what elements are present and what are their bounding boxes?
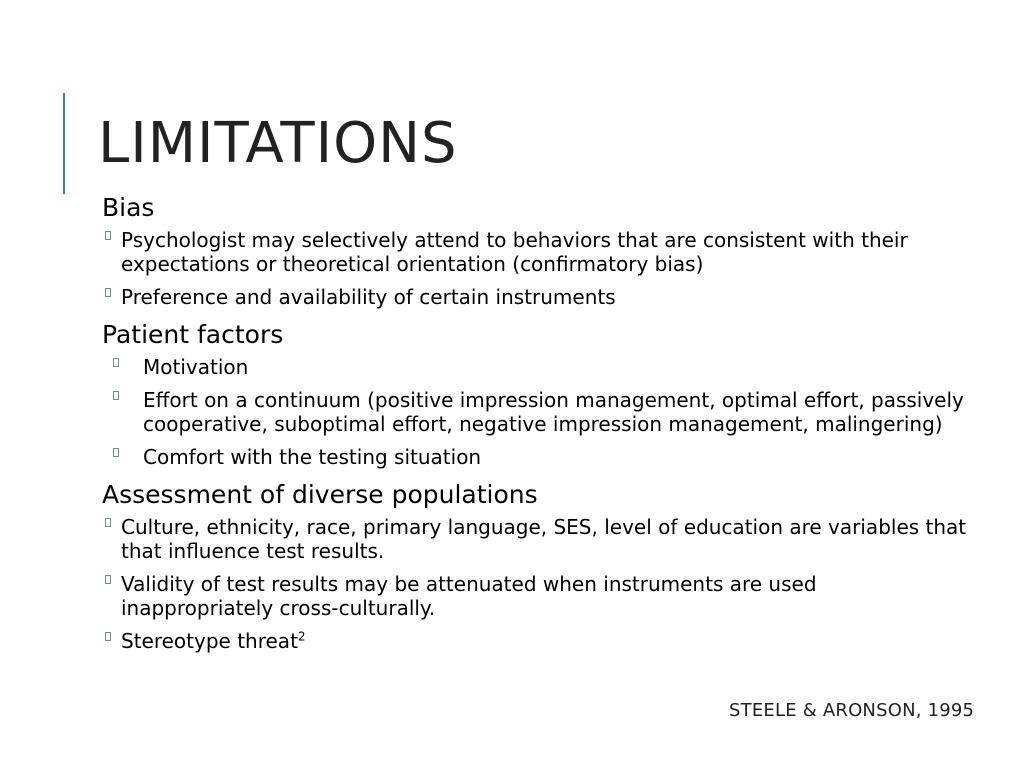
title-accent-bar xyxy=(63,93,65,194)
bullet-text: Stereotype threat xyxy=(121,629,298,653)
section-heading: Bias xyxy=(102,193,155,222)
bullet-item xyxy=(102,355,972,379)
bullet-square-icon xyxy=(113,391,119,400)
slide-title: LIMITATIONS xyxy=(98,111,458,176)
bullet-item xyxy=(102,515,972,563)
bullet-list xyxy=(102,515,972,653)
bullet-square-icon xyxy=(113,358,119,367)
bullet-square-icon xyxy=(105,231,111,240)
section-heading: Patient factors xyxy=(102,320,284,349)
bullet-text: Comfort with the testing situation xyxy=(143,445,482,469)
bullet-square-icon xyxy=(105,575,111,584)
bullet-list xyxy=(102,228,972,309)
bullet-item xyxy=(102,228,972,276)
bullet-text: Validity of test results may be attenuated when instruments are used inappropriately cross-culturally. xyxy=(121,572,817,620)
footnote-superscript: 2 xyxy=(297,629,306,644)
bullet-square-icon xyxy=(105,518,111,527)
section-patient-factors xyxy=(102,319,972,469)
citation: STEELE & ARONSON, 1995 xyxy=(729,700,975,721)
bullet-square-icon xyxy=(105,288,111,297)
bullet-square-icon xyxy=(113,448,119,457)
bullet-item xyxy=(102,285,972,309)
bullet-text: Motivation xyxy=(143,355,249,379)
bullet-text: Psychologist may selectively attend to behaviors that are consistent with their expectations or theoretical orientation (confirmatory bias) xyxy=(121,228,908,276)
bullet-text: Effort on a continuum (positive impression management, optimal effort, passively cooperative, suboptimal effort, negative impression management, malingering) xyxy=(143,388,964,436)
bullet-item xyxy=(102,572,972,620)
bullet-text: Culture, ethnicity, race, primary language, SES, level of education are variables that that influence test results. xyxy=(121,515,967,563)
bullet-item xyxy=(102,445,972,469)
bullet-square-icon xyxy=(105,632,111,641)
bullet-list xyxy=(102,355,972,469)
bullet-text: Preference and availability of certain instruments xyxy=(121,285,616,309)
slide-content xyxy=(102,192,972,662)
bullet-item xyxy=(102,388,972,436)
bullet-item xyxy=(102,629,972,653)
section-heading: Assessment of diverse populations xyxy=(102,480,538,509)
section-bias xyxy=(102,192,972,309)
section-diverse-populations xyxy=(102,479,972,653)
